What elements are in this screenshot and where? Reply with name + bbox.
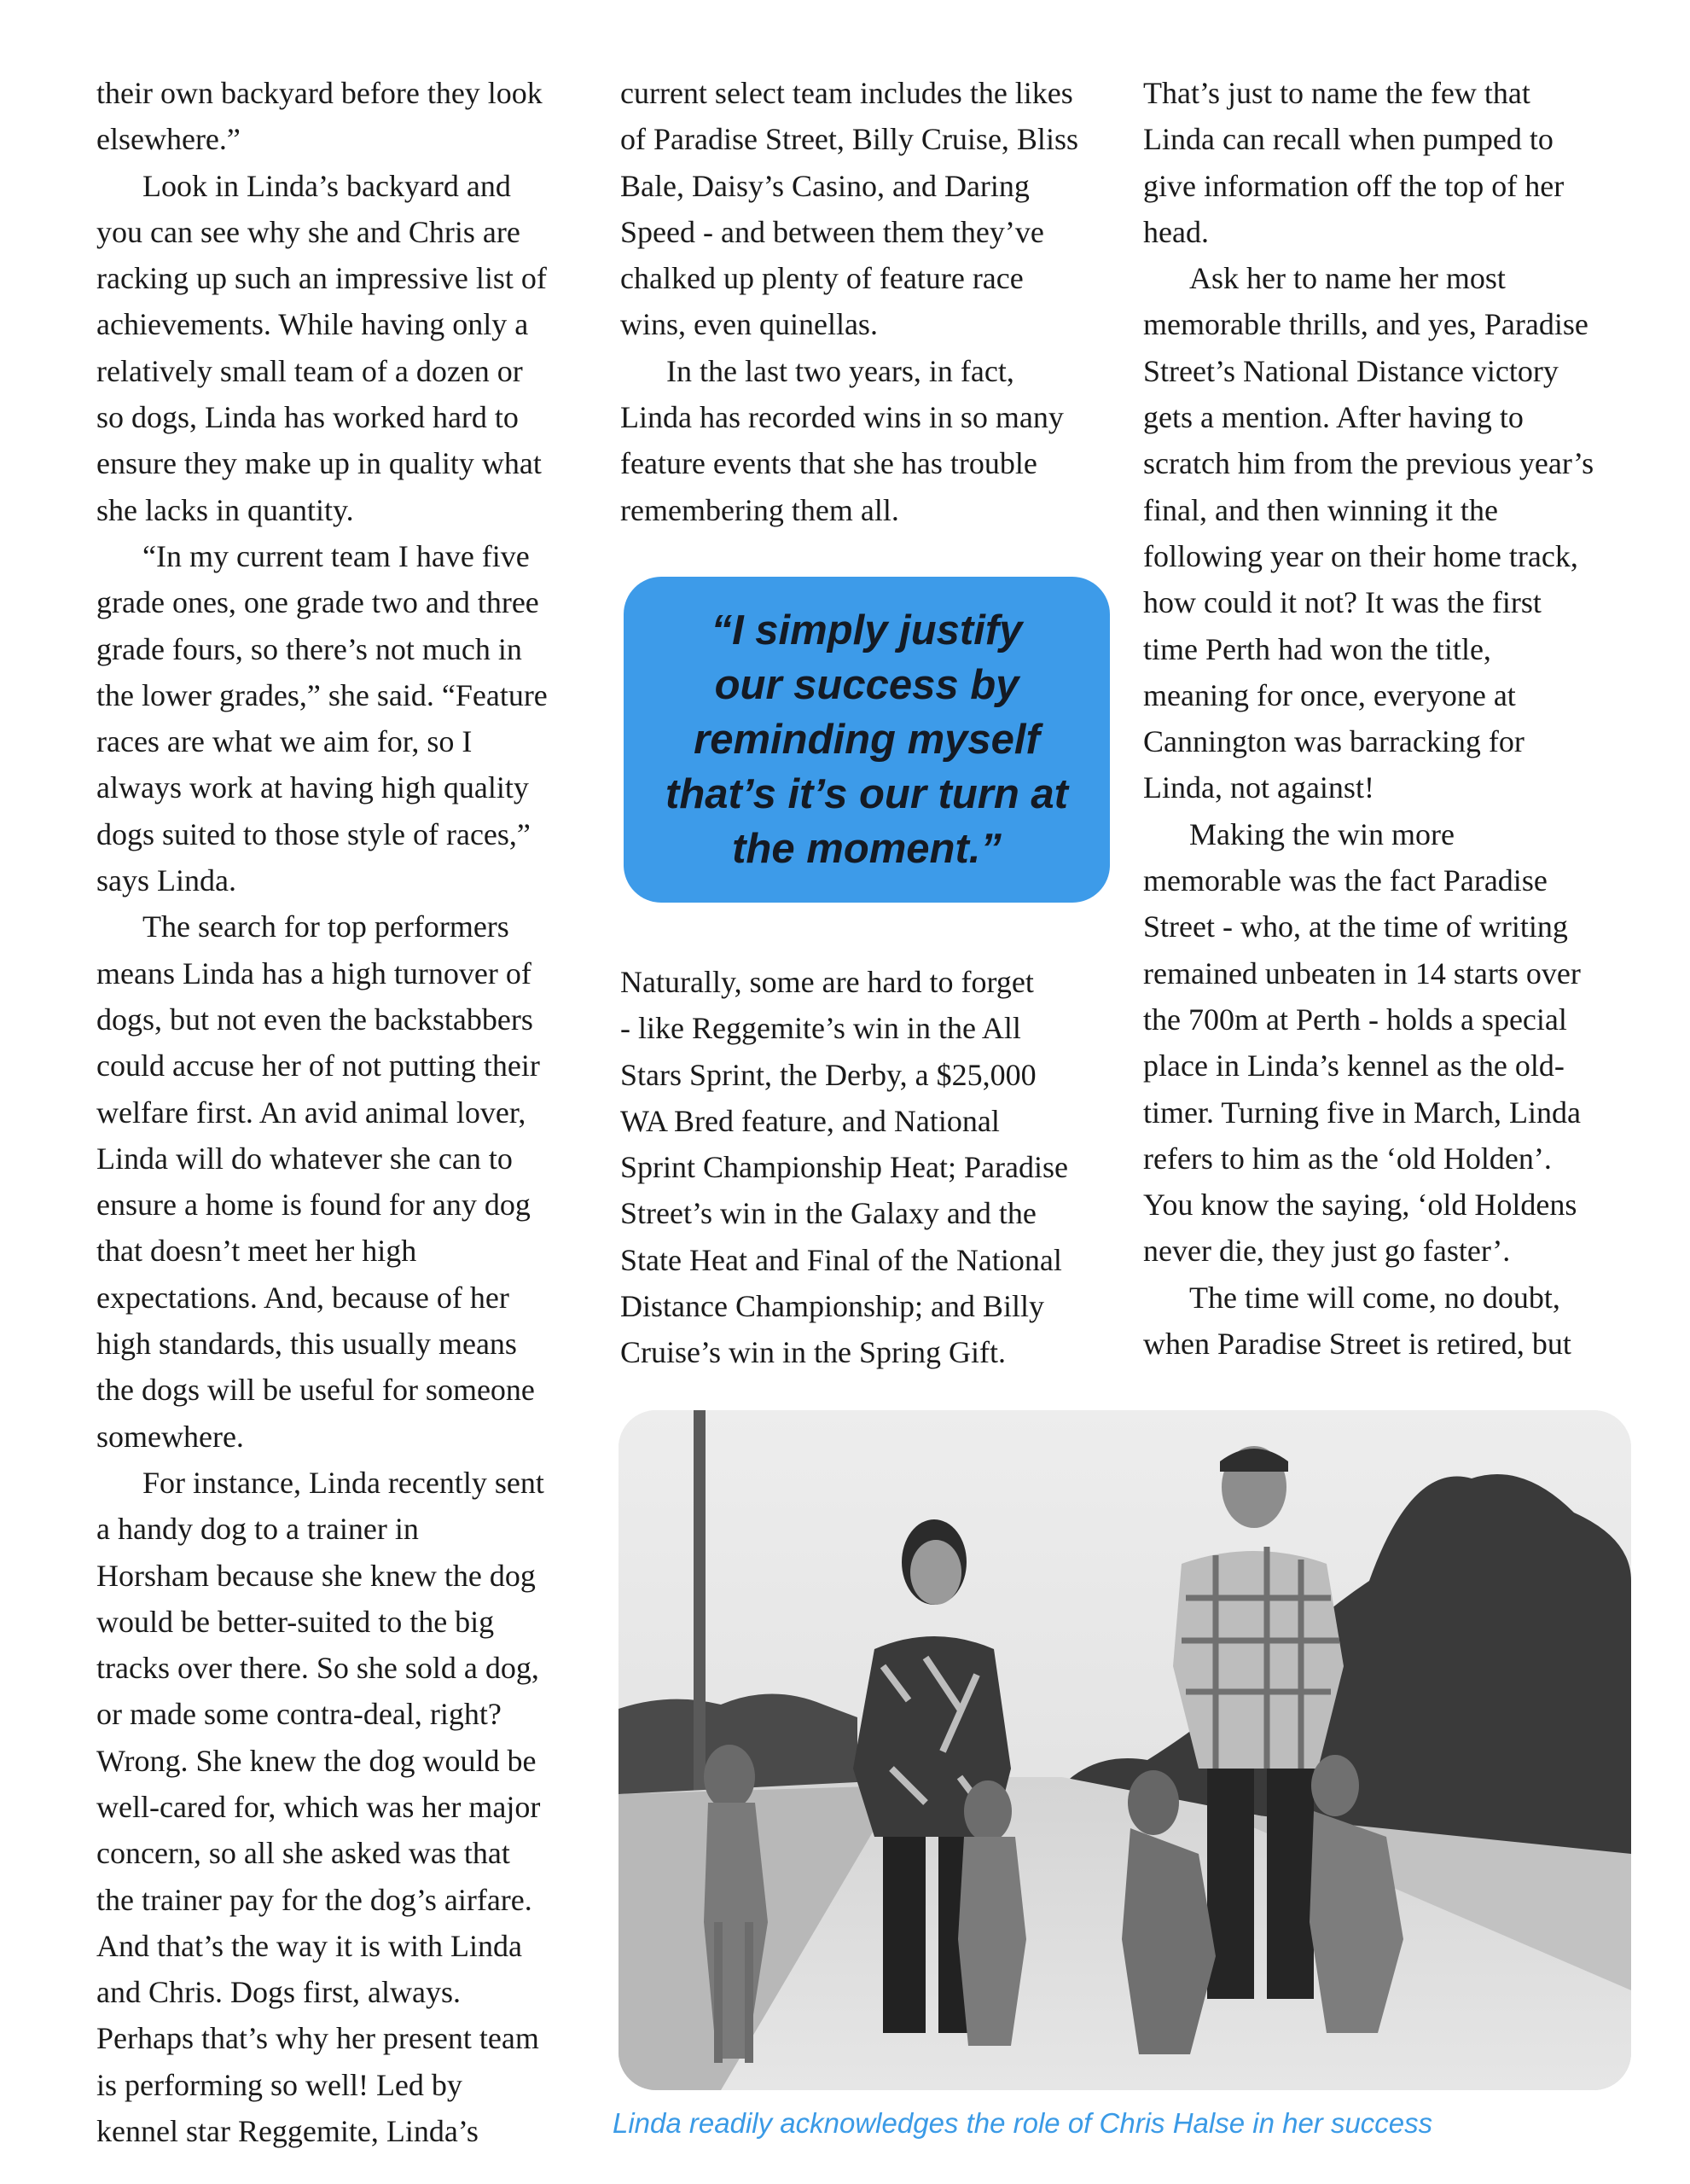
text-line: kennel star Reggemite, Linda’s	[96, 2114, 479, 2149]
text-line: Horsham because she knew the dog	[96, 1558, 536, 1593]
text-line: you can see why she and Chris are	[96, 214, 520, 249]
pull-quote-line: that’s it’s our turn at	[665, 771, 1068, 817]
text-line: chalked up plenty of feature race	[620, 261, 1024, 296]
photo-image	[619, 1410, 1631, 2090]
pull-quote-line: our success by	[714, 662, 1019, 708]
text-line: ensure a home is found for any dog	[96, 1188, 531, 1223]
text-line: could accuse her of not putting their	[96, 1048, 540, 1083]
text-line: dogs, but not even the backstabbers	[96, 1002, 533, 1037]
text-line: of Paradise Street, Billy Cruise, Bliss	[620, 122, 1078, 157]
text-line: Bale, Daisy’s Casino, and Daring	[620, 168, 1030, 203]
text-line: somewhere.	[96, 1419, 244, 1454]
text-line: dogs suited to those style of races,”	[96, 816, 531, 851]
text-line: she lacks in quantity.	[96, 492, 354, 527]
text-line: races are what we aim for, so I	[96, 724, 473, 759]
text-line: - like Reggemite’s win in the All	[620, 1011, 1021, 1046]
text-line: the lower grades,” she said. “Feature	[96, 677, 548, 712]
text-line: well-cared for, which was her major	[96, 1789, 541, 1824]
text-line: “In my current team I have five	[142, 538, 530, 573]
text-line: In the last two years, in fact,	[666, 353, 1014, 388]
pull-quote-line: reminding myself	[694, 717, 1040, 763]
text-line: their own backyard before they look	[96, 76, 543, 110]
text-line: expectations. And, because of her	[96, 1280, 509, 1315]
text-line: that doesn’t meet her high	[96, 1234, 417, 1269]
text-line: the dogs will be useful for someone	[96, 1373, 535, 1408]
text-line: And that’s the way it is with Linda	[96, 1928, 522, 1963]
text-line: current select team includes the likes	[620, 76, 1073, 110]
text-line: time Perth had won the title,	[1143, 631, 1491, 666]
article-column-1	[96, 70, 600, 2154]
text-line: Street’s win in the Galaxy and the	[620, 1196, 1037, 1231]
text-line: Speed - and between them they’ve	[620, 214, 1044, 249]
text-line: Cannington was barracking for	[1143, 724, 1524, 759]
text-line: give information off the top of her	[1143, 168, 1565, 203]
text-line: Making the win more	[1189, 816, 1455, 851]
pull-quote-line: “I simply justify	[711, 607, 1023, 653]
text-line: remembering them all.	[620, 492, 899, 527]
text-line: so dogs, Linda has worked hard to	[96, 400, 519, 435]
text-line: Linda, not against!	[1143, 770, 1374, 805]
text-line: Street - who, at the time of writing	[1143, 909, 1568, 944]
text-line: a handy dog to a trainer in	[96, 1512, 419, 1547]
text-line: Linda can recall when pumped to	[1143, 122, 1554, 157]
text-line: ensure they make up in quality what	[96, 446, 542, 481]
photo-linda-and-chris-with-greyhounds	[619, 1410, 1631, 2090]
text-line: wins, even quinellas.	[620, 307, 878, 342]
text-line: Look in Linda’s backyard and	[142, 168, 511, 203]
text-line: achievements. While having only a	[96, 307, 529, 342]
text-line: grade fours, so there’s not much in	[96, 631, 522, 666]
text-line: would be better-suited to the big	[96, 1604, 495, 1639]
text-line: WA Bred feature, and National	[620, 1103, 1000, 1138]
text-line: The time will come, no doubt,	[1189, 1280, 1560, 1315]
text-line: and Chris. Dogs first, always.	[96, 1975, 461, 2010]
pull-quote-line: the moment.”	[732, 826, 1002, 872]
text-line: Cruise’s win in the Spring Gift.	[620, 1335, 1006, 1370]
text-line: gets a mention. After having to	[1143, 400, 1524, 435]
text-line: racking up such an impressive list of	[96, 261, 547, 296]
text-line: Sprint Championship Heat; Paradise	[620, 1150, 1068, 1185]
text-line: You know the saying, ‘old Holdens	[1143, 1188, 1577, 1223]
text-line: Distance Championship; and Billy	[620, 1289, 1044, 1324]
text-line: says Linda.	[96, 863, 236, 898]
article-column-2-top	[620, 70, 1115, 533]
text-line: the trainer pay for the dog’s airfare.	[96, 1882, 532, 1917]
text-line: meaning for once, everyone at	[1143, 677, 1516, 712]
text-line: Perhaps that’s why her present team	[96, 2021, 539, 2056]
text-line: means Linda has a high turnover of	[96, 956, 531, 990]
text-line: the 700m at Perth - holds a special	[1143, 1002, 1567, 1037]
text-line: elsewhere.”	[96, 122, 241, 157]
text-line: tracks over there. So she sold a dog,	[96, 1651, 539, 1686]
text-line: timer. Turning five in March, Linda	[1143, 1095, 1581, 1130]
text-line: head.	[1143, 214, 1209, 249]
text-line: scratch him from the previous year’s	[1143, 446, 1594, 481]
text-line: relatively small team of a dozen or	[96, 353, 523, 388]
text-line: The search for top performers	[142, 909, 509, 944]
text-line: final, and then winning it the	[1143, 492, 1498, 527]
text-line: place in Linda’s kennel as the old-	[1143, 1048, 1565, 1083]
text-line: grade ones, one grade two and three	[96, 585, 539, 620]
text-line: or made some contra-deal, right?	[96, 1697, 502, 1732]
text-line: refers to him as the ‘old Holden’.	[1143, 1141, 1552, 1176]
text-line: That’s just to name the few that	[1143, 76, 1530, 110]
text-line: following year on their home track,	[1143, 538, 1578, 573]
text-line: For instance, Linda recently sent	[142, 1465, 544, 1500]
text-line: welfare first. An avid animal lover,	[96, 1095, 526, 1130]
text-line: feature events that she has trouble	[620, 446, 1037, 481]
text-line: Wrong. She knew the dog would be	[96, 1743, 537, 1778]
utility-pole	[694, 1410, 706, 1811]
text-line: memorable was the fact Paradise	[1143, 863, 1548, 898]
article-column-2-bottom	[620, 959, 1115, 1376]
text-line: high standards, this usually means	[96, 1327, 517, 1362]
text-line: remained unbeaten in 14 starts over	[1143, 956, 1581, 990]
pull-quote	[624, 577, 1110, 903]
text-line: Street’s National Distance victory	[1143, 353, 1559, 388]
article-column-3	[1143, 70, 1646, 1367]
text-line: when Paradise Street is retired, but	[1143, 1327, 1571, 1362]
text-line: Ask her to name her most	[1189, 261, 1506, 296]
text-line: how could it not? It was the first	[1143, 585, 1542, 620]
text-line: memorable thrills, and yes, Paradise	[1143, 307, 1588, 342]
text-line: always work at having high quality	[96, 770, 529, 805]
text-line: Linda will do whatever she can to	[96, 1141, 513, 1176]
photo-caption: Linda readily acknowledges the role of Chris Halse in her success	[613, 2107, 1433, 2139]
text-line: Naturally, some are hard to forget	[620, 965, 1034, 999]
text-line: is performing so well! Led by	[96, 2067, 462, 2102]
text-line: concern, so all she asked was that	[96, 1836, 510, 1871]
text-line: Linda has recorded wins in so many	[620, 400, 1064, 435]
text-line: never die, they just go faster’.	[1143, 1234, 1511, 1269]
text-line: Stars Sprint, the Derby, a $25,000	[620, 1057, 1037, 1092]
text-line: State Heat and Final of the National	[620, 1242, 1062, 1277]
